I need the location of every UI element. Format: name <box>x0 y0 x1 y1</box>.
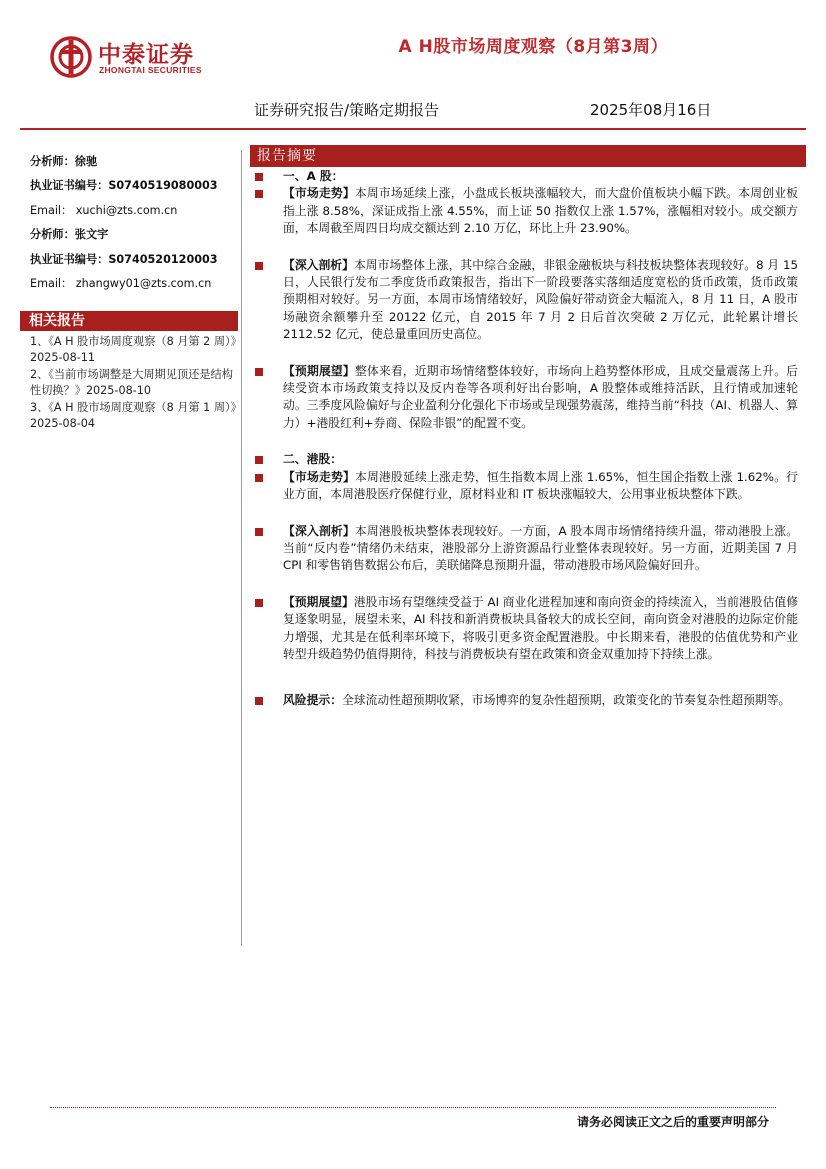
square-bullet-icon <box>255 262 263 270</box>
footer-divider <box>50 1107 776 1108</box>
section-title: 二、港股： <box>283 452 342 467</box>
related-reports-heading: 相关报告 <box>20 311 238 331</box>
email-label: Email： <box>30 203 73 217</box>
analyst-label: 分析师： <box>30 228 75 242</box>
email-label: Email： <box>30 276 73 290</box>
square-bullet-icon <box>255 190 263 198</box>
license-label: 执业证书编号： <box>30 252 109 266</box>
paragraph <box>283 523 798 575</box>
related-report-link[interactable]: 1、《A H 股市场周度观察（8 月第 2 周）》2025-08-11 <box>30 335 237 365</box>
paragraph <box>283 185 798 237</box>
paragraph-text: 本周港股板块整体表现较好。一方面，A 股本周市场情绪持续升温，带动港股上涨。当前“反内卷”情绪仍未结束，港股部分上游资源品行业整体表现较好。另一方面，近期美国 7 月 CPI 和零售销售数据公布后，美联储降息预期升温，带动港股市场风险偏好回升。 <box>283 523 798 573</box>
analyst-row <box>30 223 238 247</box>
license-row <box>30 174 238 198</box>
analyst-name: 徐驰 <box>74 155 98 168</box>
email-row <box>30 199 238 223</box>
paragraph <box>283 594 798 664</box>
license-number: S0740520120003 <box>108 252 218 266</box>
paragraph <box>283 363 798 433</box>
paragraph-tag: 【市场走势】 <box>283 469 355 484</box>
related-report-link[interactable]: 3、《A H 股市场周度观察（8 月第 1 周）》2025-08-04 <box>30 400 237 431</box>
paragraph-text: 全球流动性超预期收紧，市场博弈的复杂性超预期，政策变化的节奏复杂性超预期等。 <box>342 693 791 708</box>
related-reports-list <box>30 334 238 432</box>
paragraph-tag: 风险提示： <box>283 693 342 708</box>
paragraph-tag: 【市场走势】 <box>283 186 355 201</box>
logo-chinese-name: 中泰证券 <box>98 42 194 68</box>
square-bullet-icon <box>255 173 263 181</box>
company-logo <box>50 34 220 80</box>
report-title: A H股市场周度观察（8月第3周） <box>398 37 668 57</box>
section-hk-shares-heading <box>253 451 798 468</box>
analyst-label: 分析师： <box>30 155 75 168</box>
report-date: 2025年08月16日 <box>590 101 712 119</box>
analyst-name: 张文宇 <box>74 228 109 242</box>
license-number: S0740519080003 <box>108 179 218 193</box>
square-bullet-icon <box>255 599 263 607</box>
section-title: 一、A 股： <box>283 169 344 183</box>
hk-market-trend <box>253 469 798 504</box>
email-link[interactable]: zhangwy01@zts.com.cn <box>75 276 212 290</box>
footer-disclaimer: 请务必阅读正文之后的重要声明部分 <box>576 1115 769 1129</box>
square-bullet-icon <box>255 528 263 536</box>
section-a-shares-heading <box>253 168 798 185</box>
license-label: 执业证书编号： <box>30 179 109 193</box>
paragraph <box>283 469 798 504</box>
analyst-row <box>30 150 238 174</box>
header-divider <box>20 128 806 130</box>
summary-heading: 报告摘要 <box>250 145 806 167</box>
paragraph-tag: 【预期展望】 <box>283 363 355 378</box>
paragraph-text: 本周市场整体上涨，其中综合金融，非银金融板块与科技板块整体表现较好。8 月 15 日，人民银行发布二季度货币政策报告，指出下一阶段要落实落细适度宽松的货币政策，货币政策预期相对较好。另一方面，本周市场情绪较好，风险偏好带动资金大幅流入，8 月 11 日，A 股市场融资余额攀升至 20122 亿元，自 2015 年 7 月 2 日后首次突破 2 万亿元，此轮累计增长 2112.52 亿元，使总量重回历史高位。 <box>283 257 798 342</box>
report-type: 证券研究报告/策略定期报告 <box>254 101 440 119</box>
risk-warning <box>253 692 798 709</box>
paragraph-text: 本周市场延续上涨，小盘成长板块涨幅较大，而大盘价值板块小幅下跌。本周创业板指上涨 8.58%，深证成指上涨 4.55%，而上证 50 指数仅上涨 1.57%，涨幅相对较小。成交额方面，本周截至周四日均成交额达到 2.10 万亿，环比上升 23.90%。 <box>283 186 798 236</box>
related-report-link[interactable]: 2、《当前市场调整是大周期见顶还是结构性切换？》2025-08-10 <box>30 367 233 398</box>
email-row <box>30 272 238 296</box>
paragraph-tag: 【深入剖析】 <box>283 257 354 272</box>
paragraph-text: 本周港股延续上涨走势，恒生指数本周上涨 1.65%，恒生国企指数上涨 1.62%。行业方面，本周港股医疗保健行业，原材料业和 IT 板块涨幅较大，公用事业板块整体下跌。 <box>283 469 798 502</box>
paragraph <box>283 257 798 344</box>
a-market-trend <box>253 185 798 237</box>
paragraph-tag: 【预期展望】 <box>283 594 354 609</box>
a-deep-analysis <box>253 257 798 344</box>
square-bullet-icon <box>255 368 263 376</box>
summary-body <box>253 168 798 710</box>
zhongtai-logo-icon <box>50 36 92 78</box>
paragraph-text: 港股市场有望继续受益于 AI 商业化进程加速和南向资金的持续流入，当前港股估值修复逐象明显，展望未来，AI 科技和新消费板块具备较大的成长空间，南向资金对港股的边际定价能力增强，尤其是在低利率环境下，将吸引更多资金配置港股。中长期来看，港股的估值优势和产业转型升级趋势仍值得期待，科技与消费板块有望在政策和资金双重加持下持续上涨。 <box>283 594 798 661</box>
paragraph <box>283 692 798 709</box>
paragraph-text: 整体来看，近期市场情绪整体较好，市场向上趋势整体形成，且成交量震荡上升。后续受资本市场政策支持以及反内卷等各项利好出台影响，A 股整体或维持活跃，且行情或加速轮动。三季度风险偏好与企业盈利分化强化下市场或呈现强势震荡，维持当前“科技（AI、机器人、算力）+港股红利+券商、保险非银”的配置不变。 <box>283 363 798 430</box>
paragraph-tag: 【深入剖析】 <box>283 523 355 538</box>
hk-deep-analysis <box>253 523 798 575</box>
square-bullet-icon <box>255 456 263 464</box>
analyst-info <box>30 150 238 296</box>
square-bullet-icon <box>255 697 263 705</box>
license-row <box>30 248 238 272</box>
logo-english-name: ZHONGTAI SECURITIES <box>99 65 202 75</box>
a-outlook <box>253 363 798 433</box>
email-link[interactable]: xuchi@zts.com.cn <box>75 203 178 217</box>
square-bullet-icon <box>255 474 263 482</box>
hk-outlook <box>253 594 798 664</box>
column-divider <box>241 150 242 946</box>
